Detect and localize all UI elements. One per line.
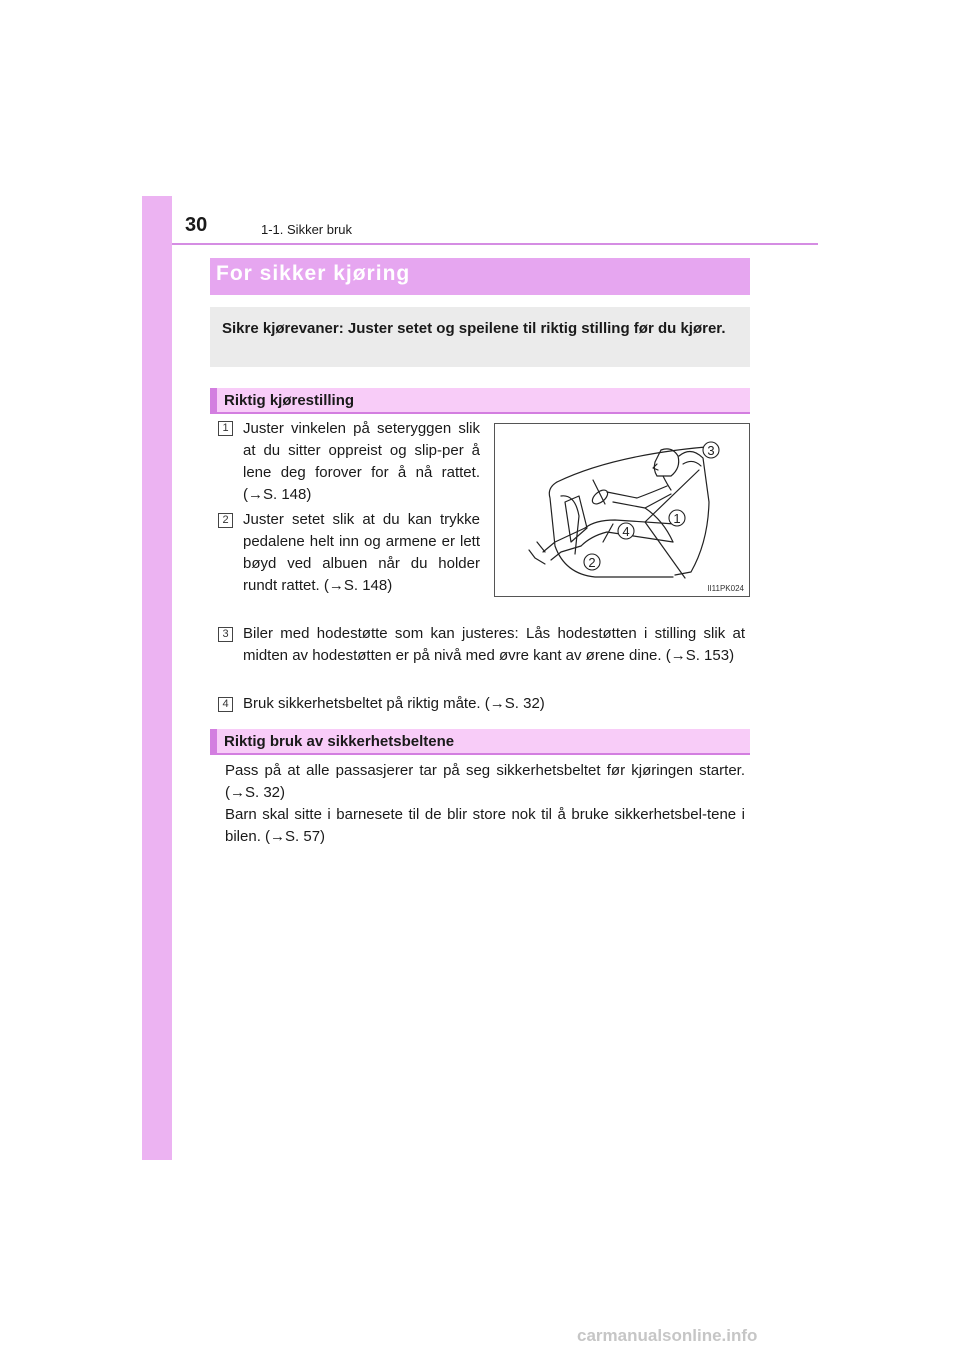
callout-2: 2	[588, 555, 596, 570]
page-title: For sikker kjøring	[216, 262, 411, 285]
header-divider	[172, 243, 818, 245]
item-text-1: Juster vinkelen på seteryggen slik at du sitter oppreist og slip-per å lene deg forover for å nå rattet. (→S. 148)	[243, 420, 480, 503]
subheading-seatbelt-use: Riktig bruk av sikkerhetsbeltene	[210, 729, 750, 755]
item-number-1: 1	[218, 421, 233, 436]
footer-watermark: carmanualsonline.info	[577, 1326, 758, 1345]
paragraph-1: Pass på at alle passasjerer tar på seg sikkerhetsbeltet før kjøringen starter. (→S. 32)	[225, 762, 745, 801]
callout-4: 4	[622, 524, 630, 539]
item-text-2: Juster setet slik at du kan trykke pedalene helt inn og armene er lett bøyd ved albuen når du holder rundt rattet. (→S. 148)	[243, 511, 480, 594]
summary-box: Sikre kjørevaner: Juster setet og speilene til riktig stilling før du kjører.	[210, 307, 750, 367]
item-number-4: 4	[218, 697, 233, 712]
item-text-4: Bruk sikkerhetsbeltet på riktig måte. (→S. 32)	[243, 695, 545, 712]
paragraph-2: Barn skal sitte i barnesete til de blir store nok til å bruke sikkerhetsbel-tene i bilen. (→S. 57)	[225, 806, 745, 845]
page-number: 30	[185, 214, 208, 236]
driver-seat-drawing	[495, 424, 749, 596]
item-text-3: Biler med hodestøtte som kan justeres: Lås hodestøtten i stilling slik at midten av hodestøtten er på nivå med øvre kant av ørene dine. (→S. 153)	[243, 625, 745, 664]
driving-position-illustration	[494, 423, 750, 597]
callout-1: 1	[673, 511, 681, 526]
section-label: 1-1. Sikker bruk	[261, 222, 353, 237]
callout-3: 3	[707, 443, 715, 458]
page-title-bar	[210, 258, 750, 295]
item-number-3: 3	[218, 627, 233, 642]
item-number-2: 2	[218, 513, 233, 528]
figure-code: II11PK024	[707, 584, 744, 593]
side-tab-bar	[142, 196, 172, 1160]
subheading-driving-position: Riktig kjørestilling	[210, 388, 750, 414]
